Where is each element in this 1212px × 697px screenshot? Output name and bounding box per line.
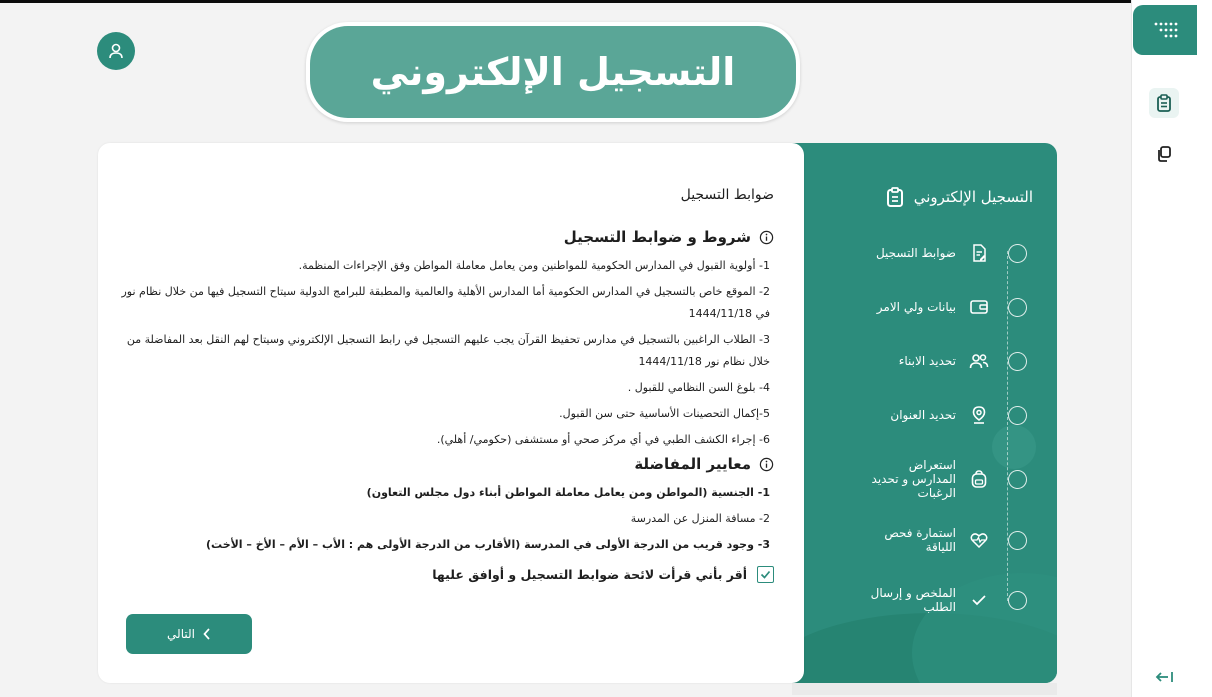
step-circle [1008, 352, 1027, 371]
copy-icon [1156, 146, 1172, 162]
step-circle [1008, 470, 1027, 489]
criteria-item: 3- وجود قريب من الدرجة الأولى في المدرسة (الأقارب من الدرجة الأولى هم : الأب – الأم – الأخ – الأخت) [206, 538, 770, 551]
brand-logo[interactable] [1133, 5, 1197, 55]
step-label: تحديد الابناء [898, 354, 956, 368]
rules-card [98, 143, 804, 683]
steps-panel [792, 143, 1057, 683]
collapse-sidebar-button[interactable] [1152, 664, 1178, 690]
rule-item: 6- إجراء الكشف الطبي في أي مركز صحي أو مستشفى (حكومي/ أهلي). [436, 433, 770, 446]
section-title-conditions [120, 228, 774, 246]
check-icon [968, 589, 990, 611]
step-schools-preferences[interactable] [861, 458, 1027, 500]
checkmark-icon [760, 570, 771, 579]
criteria-item: 1- الجنسية (المواطن ومن يعامل معاملة المواطن أبناء دول مجلس التعاون) [366, 486, 770, 499]
step-circle [1008, 406, 1027, 425]
info-icon [759, 230, 774, 245]
step-circle [1008, 298, 1027, 317]
dots-logo-icon [1152, 20, 1178, 40]
step-circle [1008, 591, 1027, 610]
criteria-item: 2- مسافة المنزل عن المدرسة [630, 512, 770, 525]
panel-shadow [792, 683, 1057, 695]
step-label: ضوابط التسجيل [875, 246, 956, 260]
rule-item: 4- بلوغ السن النظامي للقبول . [627, 381, 770, 394]
chevron-left-icon [203, 628, 211, 640]
clipboard-icon [886, 187, 904, 207]
step-label: تحديد العنوان [890, 408, 956, 422]
collapse-arrow-icon [1155, 670, 1175, 684]
next-button-label: التالي [167, 627, 195, 641]
step-registration-rules[interactable] [861, 242, 1027, 264]
step-circle [1008, 531, 1027, 550]
rule-item: 2- الموقع خاص بالتسجيل في المدارس الحكومية أما المدارس الأهلية والعالمية والمطبقة للبرامج الدولية سيتاح التسجيل فيها من خلال نظام نور في 1444/11/18 [121, 285, 770, 320]
step-label: الملخص و إرسال الطلب [870, 586, 956, 614]
page-banner [306, 22, 800, 122]
step-select-children[interactable] [861, 350, 1027, 372]
card-heading: ضوابط التسجيل [680, 187, 774, 203]
section-title-text: معايير المفاضلة [634, 455, 751, 473]
info-icon [759, 457, 774, 472]
agree-checkbox[interactable] [757, 566, 774, 583]
banner-title: التسجيل الإلكتروني [370, 50, 736, 94]
steps-header [886, 187, 1033, 207]
nav-registration-button[interactable] [1149, 88, 1179, 118]
wallet-icon [968, 296, 990, 318]
section-title-criteria [120, 455, 774, 473]
next-button[interactable] [126, 614, 252, 654]
rule-item: 3- الطلاب الراغبين بالتسجيل في مدارس تحفيظ القرآن يجب عليهم التسجيل في رابط التسجيل الإلكتروني وسيتاح لهم النقل بعد المفاضلة من خلال نظام نور 1444/11/18 [126, 333, 770, 368]
agree-row[interactable] [120, 566, 774, 583]
step-fitness-form[interactable] [861, 526, 1027, 554]
top-edge [0, 0, 1212, 3]
step-guardian-data[interactable] [861, 296, 1027, 318]
rules-content [120, 187, 774, 583]
step-label: بيانات ولي الامر [876, 300, 956, 314]
school-bag-icon [968, 468, 990, 490]
health-heart-icon [968, 529, 990, 551]
rule-item: 5-إكمال التحصينات الأساسية حتى سن القبول. [559, 407, 770, 420]
steps-title: التسجيل الإلكتروني [913, 188, 1033, 206]
banner-inner [310, 26, 796, 118]
user-avatar-button[interactable] [97, 32, 135, 70]
document-edit-icon [968, 242, 990, 264]
agree-label: أقر بأني قرأت لائحة ضوابط التسجيل و أوافق عليها [432, 567, 747, 582]
clipboard-icon [1156, 94, 1172, 112]
rule-item: 1- أولوية القبول في المدارس الحكومية للمواطنين ومن يعامل معاملة المواطن وفق الإجراءات المنظمة. [298, 259, 770, 272]
location-pin-icon [968, 404, 990, 426]
nav-copy-button[interactable] [1149, 139, 1179, 169]
user-icon [107, 42, 125, 60]
users-icon [968, 350, 990, 372]
step-address[interactable] [861, 404, 1027, 426]
step-circle [1008, 244, 1027, 263]
step-label: استمارة فحص اللياقة [884, 526, 956, 554]
step-label: استعراض المدارس و تحديد الرغبات [871, 458, 956, 500]
section-title-text: شروط و ضوابط التسجيل [563, 228, 751, 246]
step-summary-submit[interactable] [861, 586, 1027, 614]
